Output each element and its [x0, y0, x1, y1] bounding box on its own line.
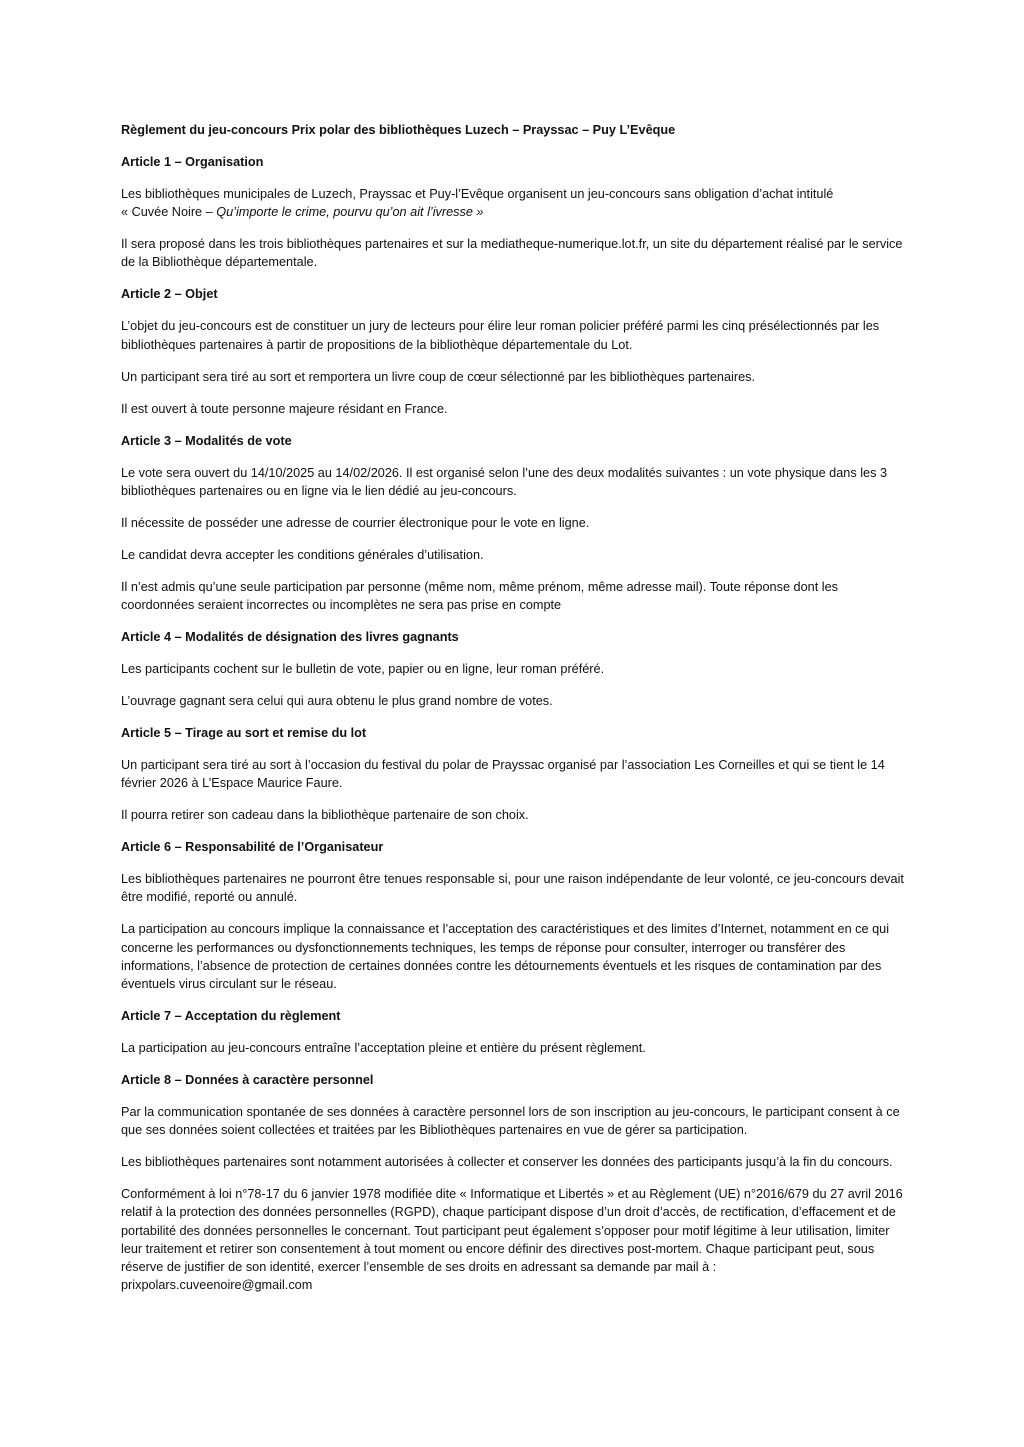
article-5-paragraph-1: Un participant sera tiré au sort à l’occasion du festival du polar de Prayssac organisé par l’association Les Corneilles et qui se tient le 14 février 2026 à L’Espace Maurice Faure.	[121, 758, 885, 791]
article-2	[121, 285, 905, 417]
article-7-heading: Article 7 – Acceptation du règlement	[121, 1009, 341, 1024]
article-3-paragraph-3: Le candidat devra accepter les conditions générales d’utilisation.	[121, 547, 484, 562]
article-3	[121, 432, 905, 615]
article-8	[121, 1071, 905, 1294]
contest-name-italic: Qu’importe le crime, pourvu qu’on ait l’ivresse »	[216, 205, 484, 220]
article-1-paragraph-1	[121, 185, 905, 221]
article-5-paragraph-2: Il pourra retirer son cadeau dans la bibliothèque partenaire de son choix.	[121, 808, 529, 823]
article-3-paragraph-2: Il nécessite de posséder une adresse de courrier électronique pour le vote en ligne.	[121, 515, 590, 530]
article-4	[121, 628, 905, 710]
article-2-paragraph-2: Un participant sera tiré au sort et remportera un livre coup de cœur sélectionné par les bibliothèques partenaires.	[121, 369, 755, 384]
article-8-heading: Article 8 – Données à caractère personnel	[121, 1073, 374, 1088]
contest-name-prefix: « Cuvée Noire –	[121, 205, 217, 220]
article-8-paragraph-1: Par la communication spontanée de ses données à caractère personnel lors de son inscription au jeu-concours, le participant consent à ce que ses données soient collectées et traitées par les Bibliothèques partenaires en vue de gérer sa participation.	[121, 1105, 900, 1138]
article-4-heading: Article 4 – Modalités de désignation des livres gagnants	[121, 630, 459, 645]
article-7	[121, 1007, 905, 1057]
document-title: Règlement du jeu-concours Prix polar des bibliothèques Luzech – Prayssac – Puy L’Evêque	[121, 123, 676, 137]
article-3-paragraph-1: Le vote sera ouvert du 14/10/2025 au 14/02/2026. Il est organisé selon l’une des deux modalités suivantes : un vote physique dans les 3 bibliothèques partenaires ou en ligne via le lien dédié au jeu-concours.	[121, 465, 887, 498]
article-6-paragraph-1: Les bibliothèques partenaires ne pourront être tenues responsable si, pour une raison indépendante de leur volonté, ce jeu-concours devait être modifié, reporté ou annulé.	[121, 872, 904, 905]
article-6-paragraph-2: La participation au concours implique la connaissance et l’acceptation des caractéristiques et des limites d’Internet, notamment en ce qui concerne les performances ou dysfonctionnements techniques, les temps de réponse pour consulter, interroger ou transférer des informations, l’absence de protection de certaines données contre les détournements éventuels et les risques de contamination par des éventuels virus circulant sur le réseau.	[121, 922, 890, 992]
article-8-paragraph-2: Les bibliothèques partenaires sont notamment autorisées à collecter et conserver les données des participants jusqu’à la fin du concours.	[121, 1155, 893, 1170]
document-page	[121, 121, 905, 1308]
article-1-heading: Article 1 – Organisation	[121, 155, 264, 169]
article-1	[121, 153, 905, 272]
article-1-paragraph-2: Il sera proposé dans les trois bibliothèques partenaires et sur la mediatheque-numerique.lot.fr, un site du département réalisé par le service de la Bibliothèque départementale.	[121, 237, 903, 270]
article-7-paragraph-1: La participation au jeu-concours entraîne l’acceptation pleine et entière du présent règlement.	[121, 1041, 646, 1056]
article-2-heading: Article 2 – Objet	[121, 287, 218, 302]
article-4-paragraph-1: Les participants cochent sur le bulletin de vote, papier ou en ligne, leur roman préféré.	[121, 662, 605, 677]
article-5-heading: Article 5 – Tirage au sort et remise du lot	[121, 726, 367, 741]
article-8-paragraph-3: Conformément à loi n°78-17 du 6 janvier 1978 modifiée dite « Informatique et Libertés » et au Règlement (UE) n°2016/679 du 27 avril 2016 relatif à la protection des données personnelles (RGPD), chaque participant dispose d’un droit d’accès, de rectification, d’effacement et de portabilité des données personnelles le concernant. Tout participant peut également s’opposer pour motif légitime à leur utilisation, limiter leur traitement et retirer son consentement à tout moment ou encore définir des directives post-mortem. Chaque participant peut, sous réserve de justifier de son identité, exercer l’ensemble de ses droits en adressant sa demande par mail à : prixpolars.cuveenoire@gmail.com	[121, 1187, 903, 1293]
article-5	[121, 724, 905, 824]
article-3-heading: Article 3 – Modalités de vote	[121, 433, 292, 448]
article-4-paragraph-2: L’ouvrage gagnant sera celui qui aura obtenu le plus grand nombre de votes.	[121, 694, 553, 709]
article-6-heading: Article 6 – Responsabilité de l’Organisateur	[121, 840, 384, 855]
article-6	[121, 838, 905, 993]
article-3-paragraph-4: Il n’est admis qu’une seule participation par personne (même nom, même prénom, même adresse mail). Toute réponse dont les coordonnées seraient incorrectes ou incomplètes ne sera pas prise en compte	[121, 579, 838, 613]
article-2-paragraph-1: L’objet du jeu-concours est de constituer un jury de lecteurs pour élire leur roman policier préféré parmi les cinq présélectionnés par les bibliothèques partenaires à partir de propositions de la bibliothèque départementale du Lot.	[121, 319, 880, 352]
article-2-paragraph-3: Il est ouvert à toute personne majeure résidant en France.	[121, 401, 448, 416]
article-1-paragraph-1-text: Les bibliothèques municipales de Luzech, Prayssac et Puy-l’Evêque organisent un jeu-concours sans obligation d’achat intitulé	[121, 187, 834, 201]
